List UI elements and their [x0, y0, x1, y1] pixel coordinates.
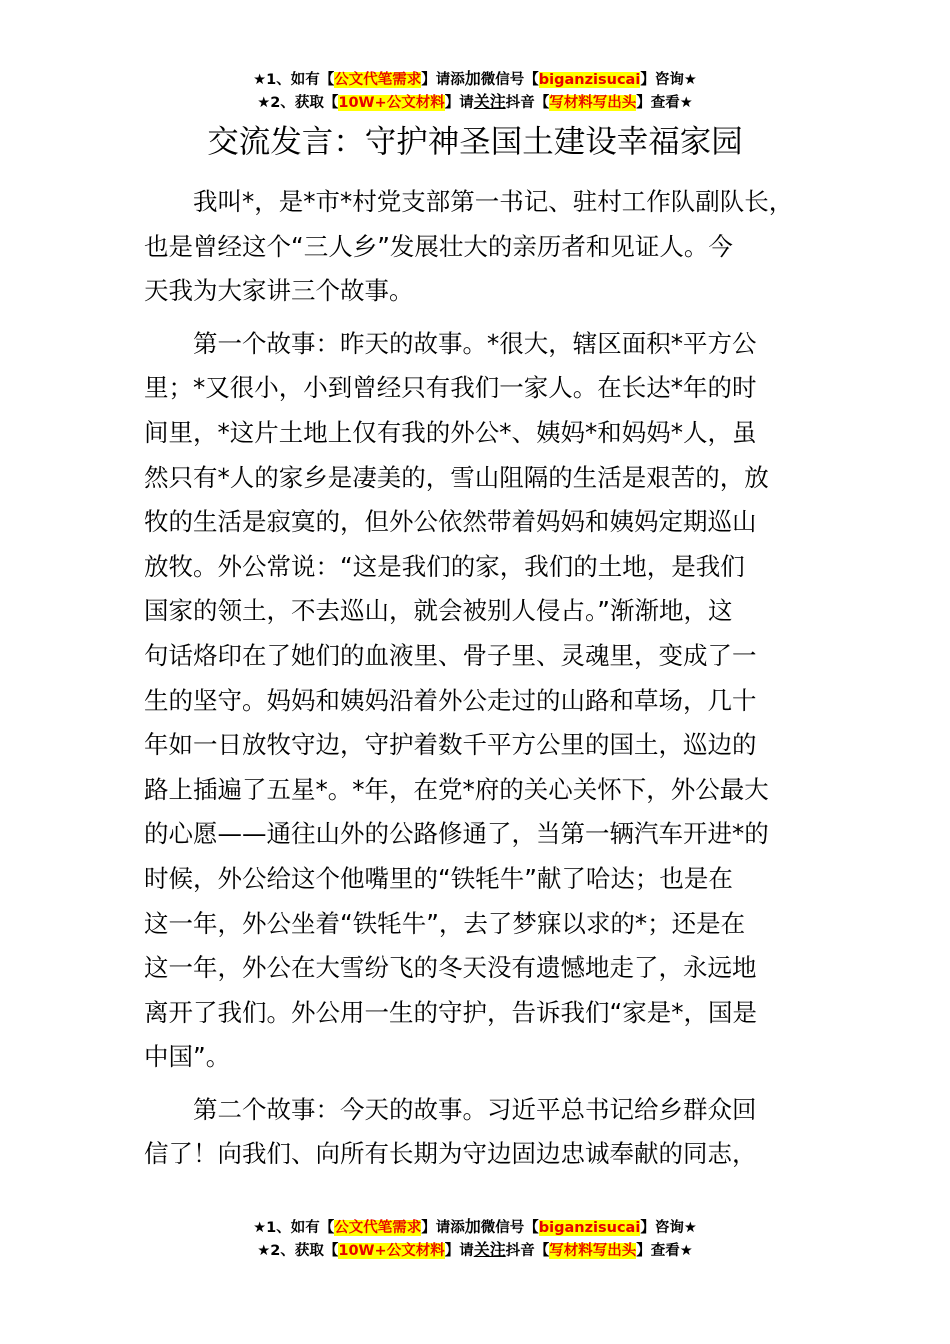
text-line: 离开了我们。外公用一生的守护，告诉我们“家是*，国是	[144, 997, 757, 1027]
text-line: 放牧。外公常说：“这是我们的家，我们的土地，是我们	[144, 551, 745, 581]
banner-highlight: 10W+公文材料	[338, 1243, 445, 1259]
text-line: 路上插遍了五星*。*年，在党*府的关心关怀下，外公最大	[144, 774, 769, 804]
text-line: 这一年，外公在大雪纷飞的冬天没有遗憾地走了，永远地	[144, 953, 757, 983]
text-line: 生的坚守。妈妈和姨妈沿着外公走过的山路和草场，几十	[144, 685, 757, 715]
banner-text: 抖音【	[505, 95, 550, 111]
text-line: 也是曾经这个“三人乡”发展壮大的亲历者和见证人。今	[144, 231, 733, 261]
banner-text: 】请添	[421, 1220, 465, 1236]
douyin-id-highlight: 写材料写出头	[549, 95, 637, 111]
banner-line-1	[0, 68, 950, 91]
text-line: 第一个故事：昨天的故事。*很大，辖区面积*平方公	[193, 328, 757, 358]
footer-banner	[0, 1216, 950, 1262]
paragraph-1	[144, 180, 824, 314]
text-line: 年如一日放牧守边，守护着数千平方公里的国土，巡边的	[144, 730, 757, 760]
banner-line-2	[0, 1239, 950, 1262]
text-line: 句话烙印在了她们的血液里、骨子里、灵魂里，变成了一	[144, 640, 757, 670]
banner-highlight: 10W+公文材料	[338, 95, 445, 111]
text-line: 的心愿——通往山外的公路修通了，当第一辆汽车开进*的	[144, 819, 769, 849]
banner-text: 微信号【	[480, 1220, 539, 1236]
text-line: 中国”。	[144, 1042, 231, 1072]
banner-highlight: 公文代笔需求	[334, 1220, 422, 1236]
wechat-id-highlight: biganzisucai	[538, 1220, 641, 1236]
banner-text: 】查看★	[636, 95, 693, 111]
banner-line-1	[0, 1216, 950, 1239]
banner-line-2	[0, 91, 950, 114]
text-line: 第二个故事：今天的故事。习近平总书记给乡群众回	[193, 1094, 757, 1124]
banner-text: ★2、获取【	[257, 95, 339, 111]
banner-text: 】查看★	[636, 1243, 693, 1259]
document-body	[144, 180, 824, 1185]
banner-text: ★2、获取【	[257, 1243, 339, 1259]
banner-text: 微信号【	[480, 72, 539, 88]
wechat-id-highlight: biganzisucai	[538, 72, 641, 88]
text-line: 我叫*，是*市*村党支部第一书记、驻村工作队副队长，	[193, 187, 794, 216]
banner-highlight: 公文代笔需求	[334, 72, 422, 88]
text-line: 里；*又很小，小到曾经只有我们一家人。在长达*年的时	[144, 373, 757, 403]
banner-text: 】请	[444, 1243, 474, 1259]
text-line: 天我为大家讲三个故事。	[144, 276, 414, 306]
header-banner	[0, 68, 950, 114]
banner-emphasis: 加	[464, 1217, 481, 1236]
banner-emphasis: 关注	[473, 92, 506, 111]
banner-emphasis: 关注	[473, 1240, 506, 1259]
text-line: 信了！向我们、向所有长期为守边固边忠诚奉献的同志，	[144, 1139, 757, 1169]
document-title: 交流发言：守护神圣国土建设幸福家园	[207, 124, 743, 160]
banner-text: 】请添	[421, 72, 465, 88]
banner-text: 抖音【	[505, 1243, 550, 1259]
banner-text: 】咨询★	[640, 1220, 697, 1236]
banner-text: ★1、如有【	[253, 72, 335, 88]
banner-text: ★1、如有【	[253, 1220, 335, 1236]
text-line: 间里，*这片土地上仅有我的外公*、姨妈*和妈妈*人，虽	[144, 417, 757, 447]
banner-text: 】请	[444, 95, 474, 111]
text-line: 这一年，外公坐着“铁牦牛”，去了梦寐以求的*；还是在	[144, 908, 746, 938]
text-line: 时候，外公给这个他嘴里的“铁牦牛”献了哈达；也是在	[144, 863, 733, 893]
paragraph-2	[144, 322, 824, 1080]
paragraph-3	[144, 1088, 824, 1177]
text-line: 国家的领土，不去巡山，就会被别人侵占。”渐渐地，这	[144, 596, 733, 626]
text-line: 牧的生活是寂寞的，但外公依然带着妈妈和姨妈定期巡山	[144, 507, 757, 537]
banner-text: 】咨询★	[640, 72, 697, 88]
banner-emphasis: 加	[464, 69, 481, 88]
text-line: 然只有*人的家乡是凄美的，雪山阻隔的生活是艰苦的，放	[144, 462, 769, 492]
douyin-id-highlight: 写材料写出头	[549, 1243, 637, 1259]
